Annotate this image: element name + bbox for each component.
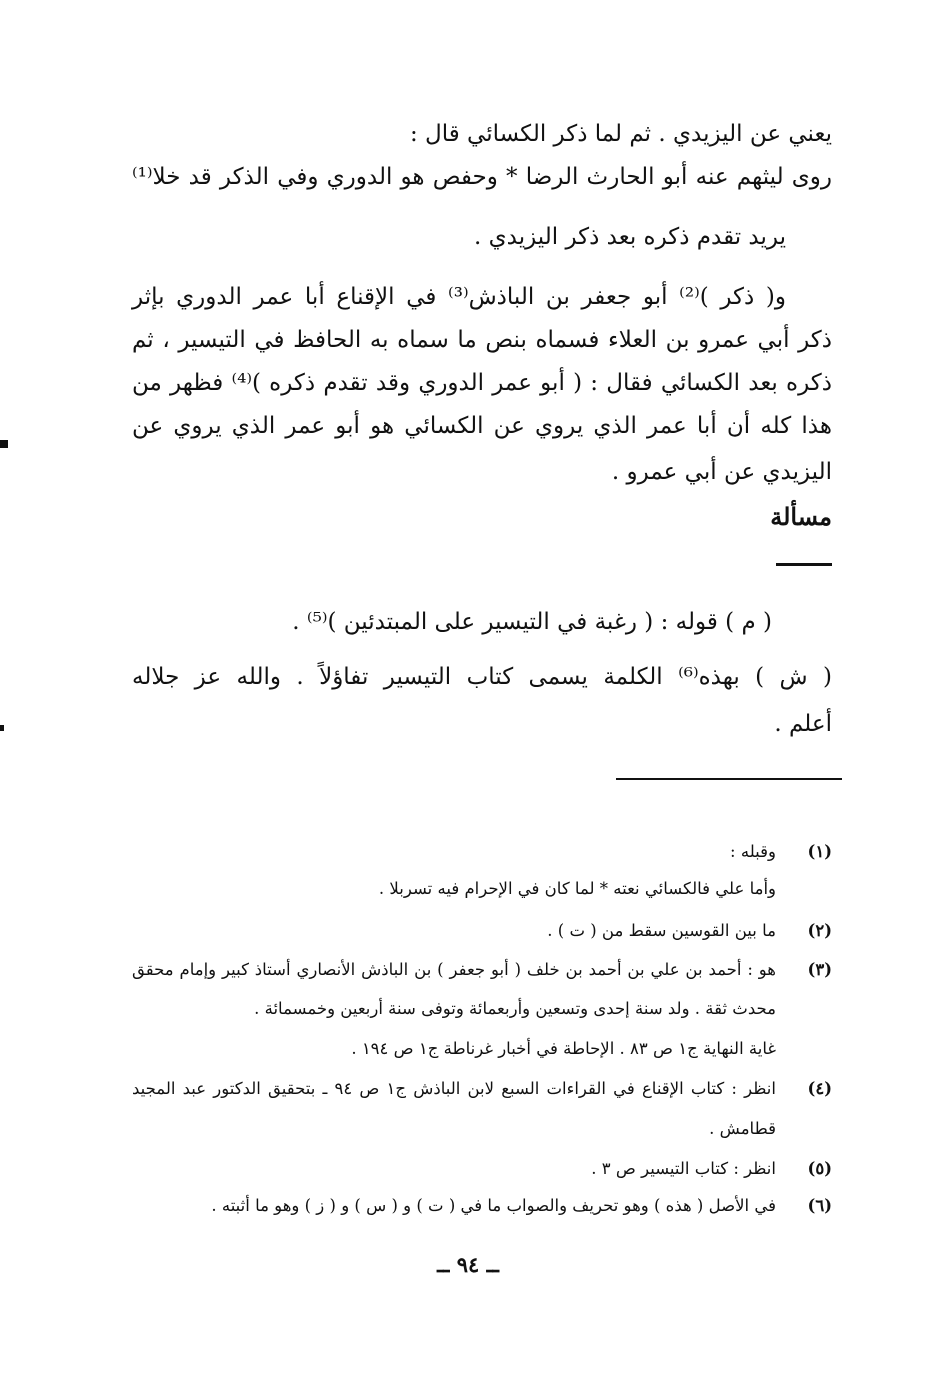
sharh-line-2: أعلم . (774, 711, 832, 737)
scan-edge-mark (0, 440, 8, 448)
footnote-number: (٥) (807, 1159, 832, 1178)
matn-line: ( م ) قوله : ( رغبة في التيسير على المبتدئين )⁽⁵⁾ . (292, 609, 772, 635)
footnote-text: ما بين القوسين سقط من ( ت ) . (547, 921, 776, 940)
body-line-4: و( ذكر )⁽²⁾ أبو جعفر بن الباذش⁽³⁾ في الإقناع أبا عمر الدوري بإثر (132, 284, 786, 310)
footnote-text: وقبله : (730, 842, 776, 861)
footnote-number: (٣) (807, 960, 832, 979)
page-number: ــ ٩٤ ــ (437, 1252, 499, 1277)
sharh-line-1: ( ش ) بهذه⁽⁶⁾ الكلمة يسمى كتاب التيسير تفاؤلاً . والله عز جلاله (132, 664, 832, 690)
footnote-1-line-2: وأما علي فالكسائي نعته * لما كان في الإحرام فيه تسربلا . (378, 879, 776, 898)
footnote-3-line-2: محدث ثقة . ولد سنة إحدى وتسعين وأربعمائة وتوفى سنة أربعين وخمسمائة . (254, 999, 776, 1018)
heading-rule (776, 563, 832, 566)
footnote-number: (١) (807, 842, 832, 861)
footnote-text: هو : أحمد بن علي بن أحمد بن خلف ( أبو جعفر ) بن الباذش الأنصاري أستاذ كبير وإمام محقق (132, 960, 776, 979)
footnote-3-line-3: غاية النهاية ج١ ص ٨٣ . الإحاطة في أخبار غرناطة ج١ ص ١٩٤ . (351, 1039, 776, 1058)
body-line-3: يريد تقدم ذكره بعد ذكر اليزيدي . (474, 224, 786, 250)
footnote-number: (٤) (807, 1079, 832, 1098)
body-line-2: روى ليثهم عنه أبو الحارث الرضا * وحفص هو الدوري وفي الذكر قد خلا⁽¹⁾ (132, 164, 832, 190)
body-line-5: ذكر أبي عمرو بن العلاء فسماه بنص ما سماه به الحافظ في التيسير ، ثم (132, 327, 832, 353)
body-line-7: هذا كله أن أبا عمر الذي يروي عن الكسائي هو أبو عمر الذي يروي عن (132, 413, 832, 439)
scan-edge-mark (0, 725, 4, 731)
footnote-4-line-2: قطامش . (709, 1119, 776, 1138)
body-line-1: يعني عن اليزيدي . ثم لما ذكر الكسائي قال : (409, 121, 832, 147)
body-line-8: اليزيدي عن أبي عمرو . (611, 459, 832, 485)
footnote-text: في الأصل ( هذه ) وهو تحريف والصواب ما في ( ت ) و ( س ) و ( ز ) وهو ما أثبته . (211, 1196, 776, 1215)
footnote-number: (٢) (807, 921, 832, 940)
footnote-text: انظر : كتاب الإقناع في القراءات السبع لابن الباذش ج١ ص ٩٤ ـ بتحقيق الدكتور عبد المجيد (132, 1079, 776, 1098)
body-line-6: ذكره بعد الكسائي فقال : ( أبو عمر الدوري وقد تقدم ذكره )⁽⁴⁾ فظهر من (132, 370, 832, 396)
section-heading: مسألة (770, 502, 832, 531)
footnote-number: (٦) (807, 1196, 832, 1215)
footnote-text: انظر : كتاب التيسير ص ٣ . (591, 1159, 776, 1178)
footnote-separator (616, 778, 842, 780)
